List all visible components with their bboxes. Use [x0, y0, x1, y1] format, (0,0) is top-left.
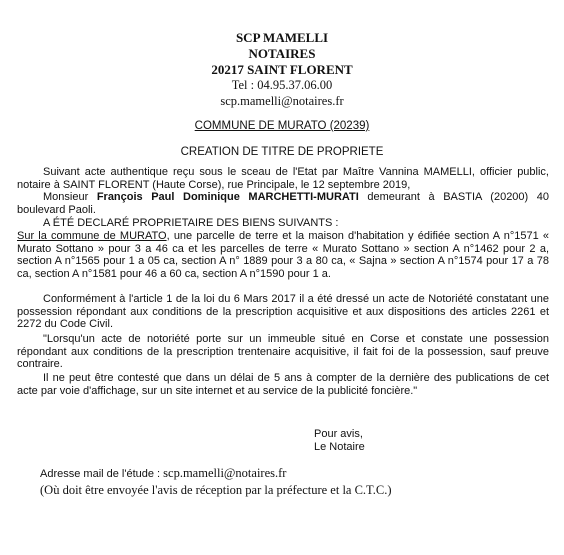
- law-text: Conformément à l'article 1 de la loi du 6 Mars 2017 il a été dressé un acte de Notoriété constatant une possession répondant aux conditions de la prescription acquisitive et aux dispositions des articles 2261 et 2272 du Code Civil.: [17, 293, 549, 330]
- paragraph-parcels: [17, 230, 549, 280]
- act-intro: Suivant acte authentique reçu sous le sceau de l'Etat par Maître Vannina MAMELLI, officier public, notaire à SAINT FLORENT (Haute Corse), rue Principale, le 12 septembre 2019,: [17, 166, 549, 191]
- commune-heading: [0, 120, 564, 132]
- creation-title: CREATION DE TITRE DE PROPRIETE: [180, 146, 384, 158]
- parcels-lead: Sur la commune de MURATO: [17, 230, 167, 242]
- commune-text: COMMUNE DE MURATO (20239): [194, 120, 370, 132]
- signature-line1: Pour avis,: [314, 428, 363, 440]
- firm-phone: Tel : 04.95.37.06.00: [231, 78, 333, 92]
- footer: [40, 465, 392, 498]
- signature-block: [314, 428, 365, 454]
- firm-email: scp.mamelli@notaires.fr: [220, 94, 344, 108]
- firm-city: 20217 SAINT FLORENT: [211, 62, 353, 77]
- paragraph-law: [17, 293, 549, 331]
- owner-name: François Paul Dominique MARCHETTI-MURATI: [96, 191, 359, 203]
- monsieur-label: Monsieur: [43, 191, 97, 203]
- paragraph-contest: [17, 372, 549, 397]
- footer-note: (Où doit être envoyée l'avis de réception par la préfecture et la C.T.C.): [40, 483, 392, 497]
- paragraph-act: [17, 166, 549, 216]
- firm-name: SCP MAMELLI: [235, 30, 329, 45]
- owner-address: demeurant à BASTIA (20200) 40 boulevard Paoli.: [17, 191, 550, 216]
- declared-heading: [17, 217, 549, 230]
- signature-line2: Le Notaire: [314, 441, 365, 453]
- footer-email: scp.mamelli@notaires.fr: [163, 466, 287, 480]
- firm-title: NOTAIRES: [248, 46, 316, 61]
- contest-text: Il ne peut être contesté que dans un délai de 5 ans à compter de la dernière des publications de cet acte par voie d'affichage, sur un site internet et au service de la publicité foncière.": [17, 372, 549, 397]
- footer-label: Adresse mail de l'étude :: [40, 468, 164, 480]
- parcels-text: , une parcelle de terre et la maison d'habitation y édifiée section A n°1571 « Murato Sottano » pour 3 a 46 ca et les parcelles de terre « Murato Sottano » section A n°1462 pour 2 a, section A n°1565 pour 1 a 05 ca, section A n° 1889 pour 3 a 80 ca, « Sajna » section A n°1574 pour 17 a 78 ca, section A n°1581 pour 46 a 60 ca, section A n°1590 pour 1 a.: [17, 230, 549, 280]
- declared-text: A ÉTÉ DECLARÉ PROPRIETAIRE DES BIENS SUIVANTS :: [43, 217, 339, 229]
- quote-text: "Lorsqu'un acte de notoriété porte sur un immeuble situé en Corse et constate une possession répondant aux conditions de la prescription trentenaire acquisitive, il fait foi de la possession, sauf preuve contraire.: [17, 333, 549, 370]
- paragraph-quote: [17, 333, 549, 371]
